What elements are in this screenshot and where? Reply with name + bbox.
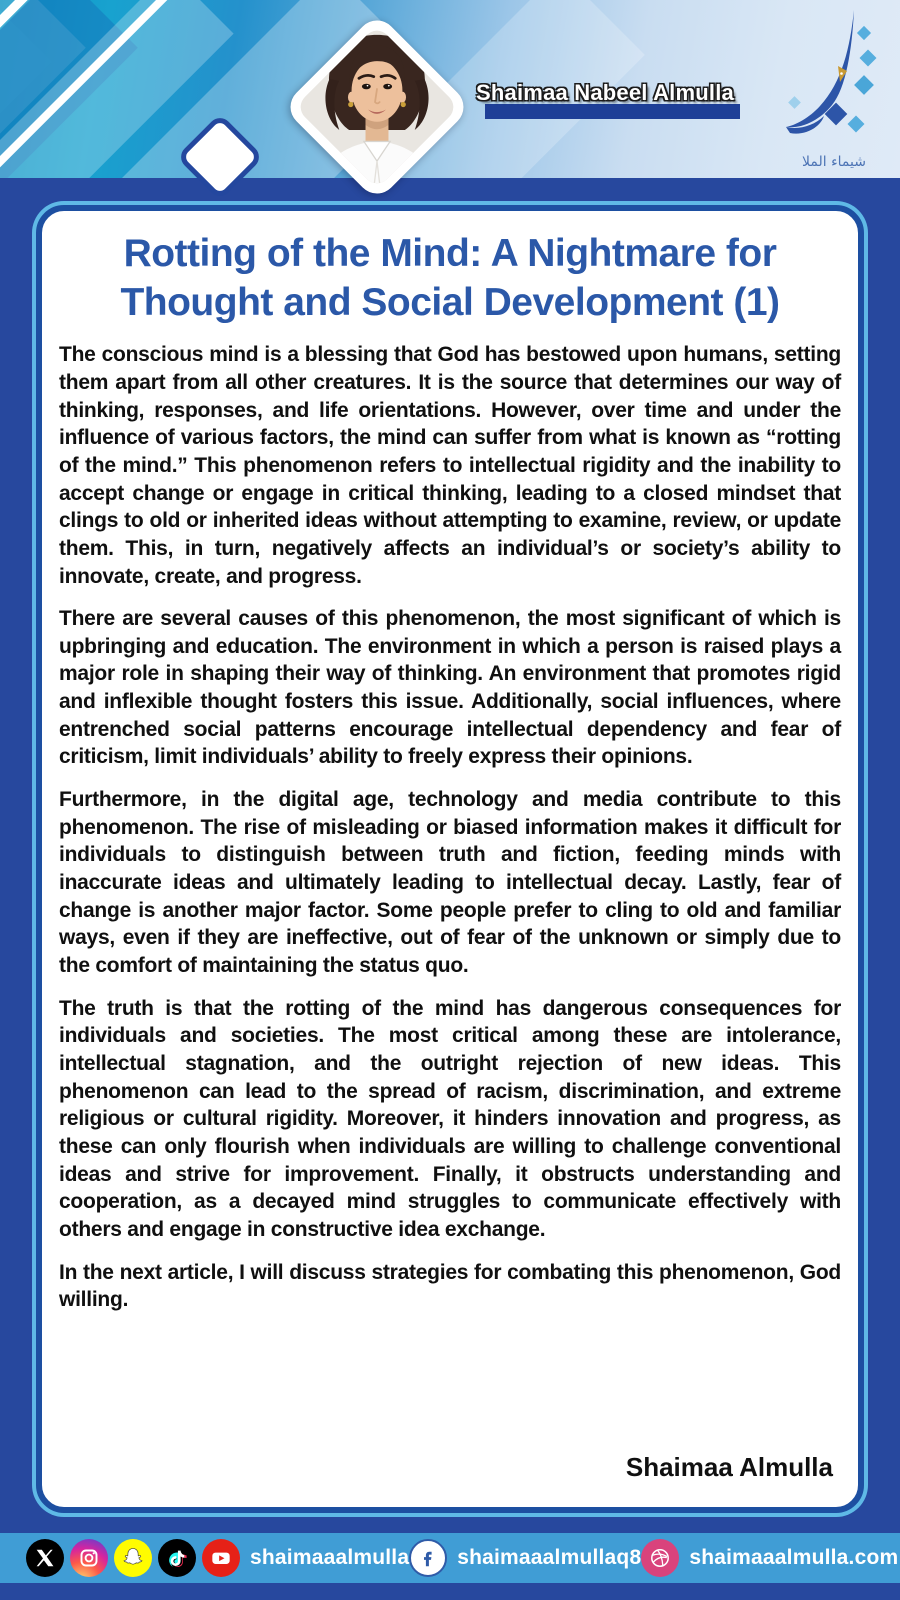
calligraphy-logo-icon	[760, 4, 884, 176]
facebook-icon[interactable]	[409, 1539, 447, 1577]
x-twitter-icon[interactable]	[26, 1539, 64, 1577]
article-paragraph: The conscious mind is a blessing that God has bestowed upon humans, setting them apart from all other creatures. It is the source that determines our way of thinking, responses, and life orientations. However, over time and under the influence of various factors, the mind can suffer from what is known as “rotting of the mind.” This phenomenon refers to intellectual rigidity and the inability to accept change or engage in critical thinking, leading to a closed mindset that clings to old or inherited ideas without attempting to examine, review, or update them. This, in turn, negatively affects an individual’s or society’s ability to innovate, create, and progress.	[59, 343, 841, 588]
author-name: Shaimaa Nabeel Almulla	[476, 80, 734, 105]
author-name-plate	[460, 80, 750, 106]
article-title	[59, 229, 841, 327]
website-url[interactable]: shaimaaalmulla.com	[689, 1546, 899, 1569]
social-handle[interactable]: shaimaaalmulla	[250, 1546, 410, 1569]
article-card	[36, 205, 864, 1513]
article-paragraph: In the next article, I will discuss strategies for combating this phenomenon, God willing.	[59, 1260, 841, 1312]
brand-logo	[760, 4, 884, 176]
tiktok-icon[interactable]	[158, 1539, 196, 1577]
website-globe-icon[interactable]	[641, 1539, 679, 1577]
article-paragraph: The truth is that the rotting of the mind has dangerous consequences for individuals and societies. The most critical among these are intolerance, intellectual stagnation, and the outright rejection of new ideas. This phenomenon can lead to the spread of racism, discrimination, and extreme religious or cultural rigidity. Moreover, it hinders innovation and progress, as these can only flourish when individuals are willing to challenge conventional ideas and strive for improvement. Finally, it obstructs understanding and cooperation, as a decayed mind struggles to communicate effectively with others and engage in constructive idea exchange.	[59, 996, 841, 1241]
article-paragraph: Furthermore, in the digital age, technology and media contribute to this phenomenon. The rise of misleading or biased information makes it difficult for individuals to distinguish between truth and fiction, feeding minds with inaccurate ideas and ultimately leading to intellectual decay. Lastly, fear of change is another major factor. Some people prefer to cling to old and familiar ways, even if they are ineffective, out of fear of the unknown or simply due to the comfort of maintaining the status quo.	[59, 788, 841, 978]
website-group	[641, 1539, 898, 1577]
author-signature: Shaimaa Almulla	[625, 1452, 833, 1482]
logo-arabic-name: شيماء الملا	[802, 154, 866, 170]
name-underline-bar	[485, 104, 740, 119]
social-footer-bar	[0, 1533, 900, 1583]
social-icons-group	[26, 1539, 409, 1577]
instagram-icon[interactable]	[70, 1539, 108, 1577]
article-paragraph: There are several causes of this phenomenon, the most significant of which is upbringing and education. The environment in which a person is raised plays a major role in shaping their way of thinking. An environment that promotes rigid and inflexible thought fosters this issue. Additionally, social influences, where entrenched social patterns encourage intellectual dependency and fear of criticism, limit individuals’ ability to freely express their opinions.	[59, 607, 841, 769]
article-title-line1: Rotting of the Mind: A Nightmare for	[123, 232, 777, 275]
snapchat-icon[interactable]	[114, 1539, 152, 1577]
facebook-handle[interactable]: shaimaaalmullaq8	[457, 1546, 642, 1569]
article-title-line2: Thought and Social Development (1)	[120, 281, 780, 325]
youtube-icon[interactable]	[202, 1539, 240, 1577]
facebook-group	[409, 1539, 641, 1577]
